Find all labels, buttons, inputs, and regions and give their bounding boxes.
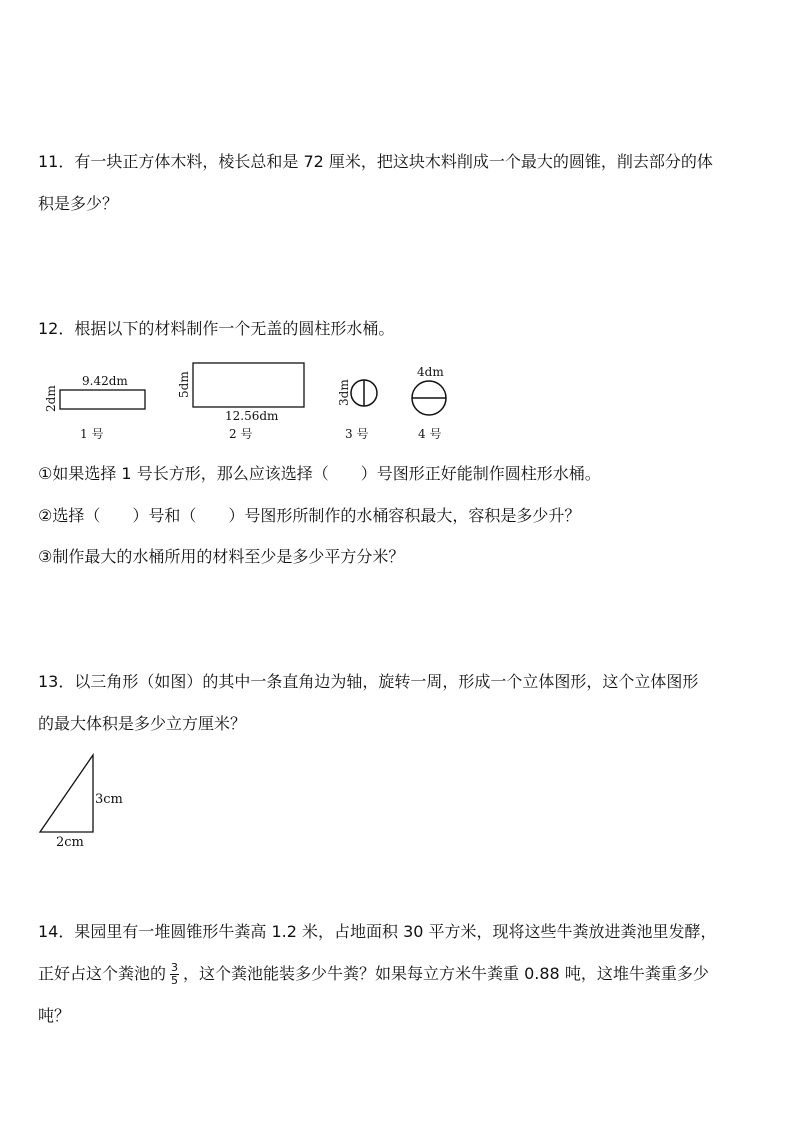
fig4-caption: 4 号 [418, 427, 442, 441]
q14-line-3: 吨？ [38, 1006, 71, 1025]
q11-line-1: 11．有一块正方体木料，棱长总和是 72 厘米，把这块木料削成一个最大的圆锥，削去部分的体 [38, 152, 713, 171]
q14-line-1: 14．果园里有一堆圆锥形牛粪高 1.2 米，占地面积 30 平方米，现将这些牛粪放进粪池里发酵， [38, 922, 717, 941]
fig1-rectangle [60, 390, 145, 409]
right-triangle [40, 755, 93, 832]
triangle-base-label: 2cm [56, 835, 84, 850]
q14-line-2 [38, 962, 709, 987]
triangle-height-label: 3cm [95, 792, 123, 807]
fig2-width-label: 12.56dm [225, 409, 279, 423]
fig1-width-label: 9.42dm [82, 374, 128, 388]
fig3-caption: 3 号 [345, 427, 369, 441]
q14-line-2-prefix: 正好占这个粪池的 [38, 964, 167, 983]
q11-line-2: 积是多少？ [38, 194, 119, 213]
q12-sub-question-1: ①如果选择 1 号长方形，那么应该选择（ ）号图形正好能制作圆柱形水桶。 [38, 464, 601, 483]
fig1-caption: 1 号 [80, 427, 104, 441]
fig2-height-label: 5dm [177, 371, 191, 398]
q14-line-2-suffix: ，这个粪池能装多少牛粪？如果每立方米牛粪重 0.88 吨，这堆牛粪重多少 [183, 964, 709, 983]
q12-sub-question-3: ③制作最大的水桶所用的材料至少是多少平方分米？ [38, 547, 405, 566]
fraction-denominator: 5 [171, 974, 179, 987]
q13-line-1: 13．以三角形（如图）的其中一条直角边为轴，旋转一周，形成一个立体图形，这个立体图形 [38, 672, 699, 691]
q12-sub-question-2: ②选择（ ）号和（ ）号图形所制作的水桶容积最大，容积是多少升？ [38, 506, 581, 525]
fig1-height-label: 2dm [44, 385, 58, 412]
fraction-three-fifths [170, 962, 179, 987]
q13-line-2: 的最大体积是多少立方厘米？ [38, 714, 247, 733]
fig2-caption: 2 号 [229, 427, 253, 441]
q13-triangle-figure [38, 750, 138, 850]
q12-line-1: 12．根据以下的材料制作一个无盖的圆柱形水桶。 [38, 319, 395, 338]
q12-figure [38, 355, 498, 445]
fraction-numerator: 3 [171, 961, 179, 974]
fig2-rectangle [193, 363, 304, 407]
fig3-diameter-label: 3dm [337, 379, 351, 406]
fig4-diameter-label: 4dm [417, 365, 444, 379]
